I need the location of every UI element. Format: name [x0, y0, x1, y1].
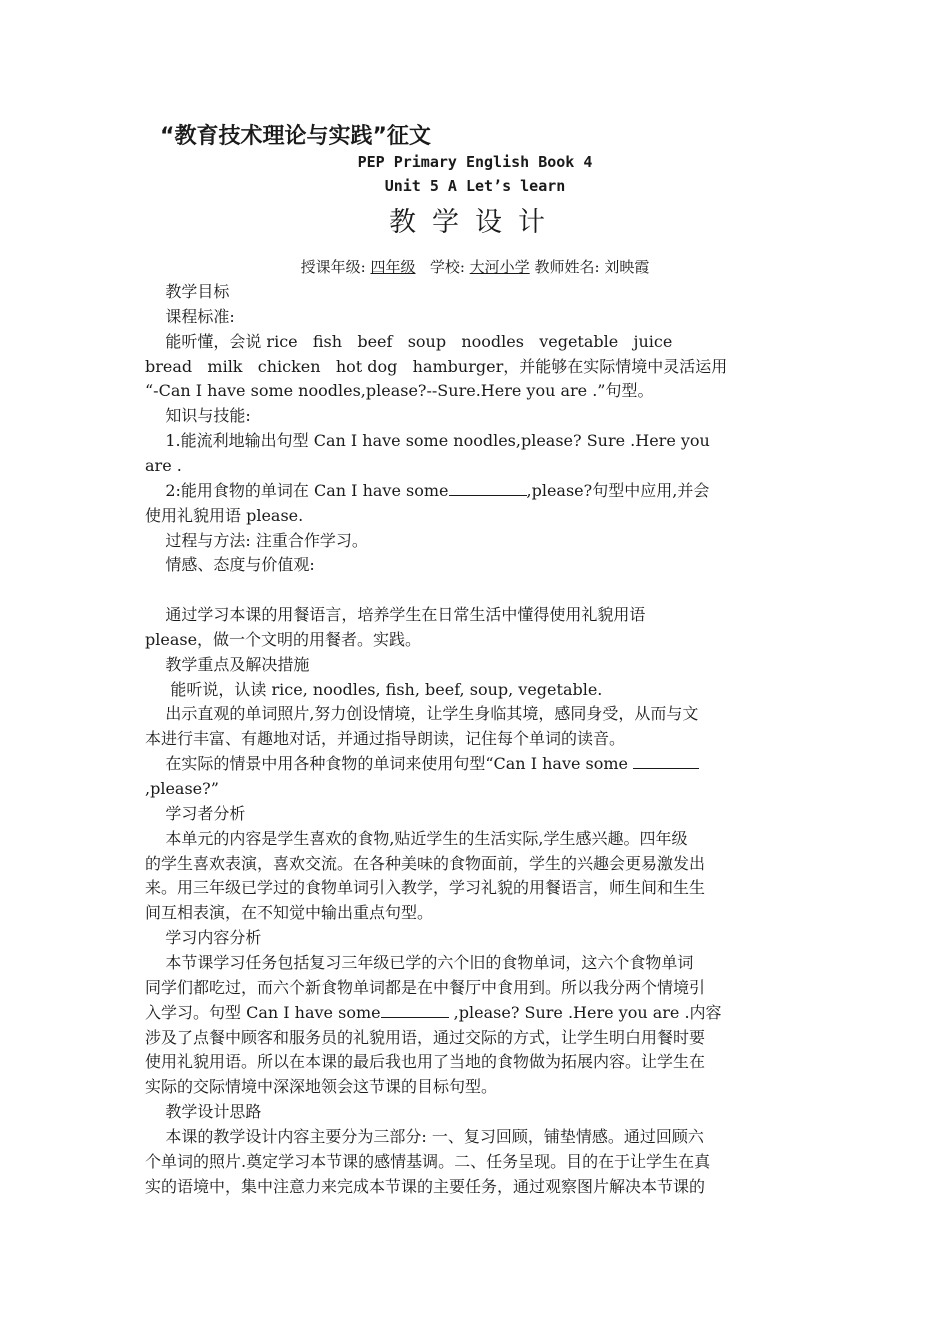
body-line: [145, 727, 810, 751]
fill-in-blank: [381, 1001, 449, 1018]
document-title: 教学设计: [389, 207, 561, 238]
body-line-text: ,please? Sure .Here you are .内容: [448, 1002, 722, 1022]
body-line: [145, 976, 810, 1000]
body-line-text: 本节课学习任务包括复习三年级已学的六个旧的食物单词，这六个食物单词: [145, 952, 694, 972]
body-line-text: 情感、态度与价值观:: [145, 555, 315, 575]
body-line: [145, 603, 810, 627]
body-line-text: 能听懂，会说 rice fish beef soup noodles vegetable juice: [145, 331, 673, 351]
body-line: [145, 1075, 810, 1099]
body-line-text: 本单元的内容是学生喜欢的食物,贴近学生的生活实际,学生感兴趣。四年级: [145, 828, 688, 848]
contest-title: “教育技术理论与实践”征文: [160, 124, 431, 149]
body-line: [145, 1100, 810, 1124]
body-line: [145, 876, 810, 900]
body-line-text: please，做一个文明的用餐者。实践。: [145, 629, 422, 649]
body-line-text: 教学目标: [145, 282, 230, 301]
body-line: [145, 330, 810, 354]
body-line-text: 使用礼貌用语 please.: [145, 505, 304, 525]
body-line-text: 间互相表演，在不知觉中输出重点句型。: [145, 903, 434, 923]
body-line: [145, 901, 810, 925]
body-line-text: “-Can I have some noodles,please?--Sure.Here you are .”句型。: [145, 381, 654, 401]
body-line: [145, 951, 810, 975]
body-line: [145, 1125, 810, 1149]
body-line: [145, 1001, 810, 1025]
fill-in-blank: [449, 479, 527, 496]
fill-in-blank: [633, 752, 699, 769]
grade-value: 四年级: [370, 258, 416, 276]
body-line-text: 2:能用食物的单词在 Can I have some: [145, 480, 449, 500]
body-line-text: 入学习。句型 Can I have some: [145, 1002, 381, 1022]
body-line-text: 实的语境中，集中注意力来完成本节课的主要任务，通过观察图片解决本节课的: [145, 1176, 706, 1196]
body-line-text: 1.能流利地输出句型 Can I have some noodles,please? Sure .Here you: [145, 431, 710, 451]
body-line-text: 出示直观的单词照片,努力创设情境，让学生身临其境，感同身受，从而与文: [145, 704, 699, 724]
body-line: [145, 429, 810, 453]
body-line: [145, 355, 810, 379]
body-line-text: 本进行丰富、有趣地对话，并通过指导朗读，记住每个单词的读音。: [145, 729, 626, 749]
body-line-text: 涉及了点餐中顾客和服务员的礼貌用语，通过交际的方式，让学生明白用餐时要: [145, 1027, 706, 1047]
body-line-text: 学习内容分析: [145, 928, 262, 948]
body-line: [145, 454, 810, 478]
body-line: [145, 280, 810, 304]
book-title: PEP Primary English Book 4: [357, 153, 593, 171]
unit-title: Unit 5 A Let’s learn: [384, 177, 566, 195]
body-line: [145, 1026, 810, 1050]
body-line: [145, 529, 810, 553]
body-line-text: 教学重点及解决措施: [145, 654, 310, 674]
body-line: [145, 404, 810, 428]
body-line-text: are .: [145, 455, 182, 475]
body-line-text: 的学生喜欢表演，喜欢交流。在各种美味的食物面前，学生的兴趣会更易激发出: [145, 853, 706, 873]
body-line-text: 同学们都吃过，而六个新食物单词都是在中餐厅中食用到。所以我分两个情境引: [145, 977, 706, 997]
body-line: [145, 504, 810, 528]
body-line: [145, 553, 810, 577]
body-line: [145, 752, 810, 776]
school-label: 学校:: [429, 258, 465, 276]
teacher-value: 刘映霞: [604, 258, 650, 276]
body-line-text: 使用礼貌用语。所以在本课的最后我也用了当地的食物做为拓展内容。让学生在: [145, 1052, 706, 1072]
body-line: [145, 777, 810, 801]
body-line: [145, 926, 810, 950]
body-line-text: 学习者分析: [145, 803, 246, 823]
body-line-text: bread milk chicken hot dog hamburger，并能够在实际情境中灵活运用: [145, 356, 728, 376]
body-line-text: 过程与方法: 注重合作学习。: [145, 530, 368, 550]
body-line-text: 在实际的情景中用各种食物的单词来使用句型“Can I have some: [145, 754, 634, 774]
body-line: [145, 678, 810, 702]
body-line: [145, 305, 810, 329]
body-line: [145, 1150, 810, 1174]
body-line-text: ,please?”: [145, 779, 219, 798]
body-line: [145, 653, 810, 677]
body-line-text: 能听说，认读 rice, noodles, fish, beef, soup, vegetable.: [145, 679, 603, 699]
body-line: [145, 827, 810, 851]
body-line-text: ,please?句型中应用,并会: [526, 480, 710, 500]
body-line-text: 来。用三年级已学过的食物单词引入教学，学习礼貌的用餐语言，师生间和生生: [145, 878, 706, 898]
teacher-label: 教师姓名:: [534, 258, 600, 276]
body-line: [145, 702, 810, 726]
body-line-text: 通过学习本课的用餐语言，培养学生在日常生活中懂得使用礼貌用语: [145, 605, 646, 625]
school-value: 大河小学: [469, 258, 530, 276]
body-line: [145, 1175, 810, 1199]
body-line: [145, 628, 810, 652]
body-line-text: 课程标准:: [145, 306, 235, 326]
body-line: [145, 1050, 810, 1074]
body-line-text: 本课的教学设计内容主要分为三部分: 一、复习回顾，铺垫情感。通过回顾六: [145, 1126, 704, 1146]
body-line: [145, 379, 810, 403]
body-line-text: 实际的交际情境中深深地领会这节课的目标句型。: [145, 1077, 498, 1097]
body-line: [145, 802, 810, 826]
body-line-text: 教学设计思路: [145, 1102, 262, 1122]
grade-label: 授课年级:: [300, 258, 366, 276]
body-line: [145, 852, 810, 876]
body-line-text: 个单词的照片.奠定学习本节课的感情基调。二、任务呈现。目的在于让学生在真: [145, 1151, 711, 1171]
body-line: [145, 479, 810, 503]
body-line: [145, 578, 810, 602]
body-line-text: 知识与技能:: [145, 406, 251, 426]
teacher-info-line: [0, 256, 950, 278]
